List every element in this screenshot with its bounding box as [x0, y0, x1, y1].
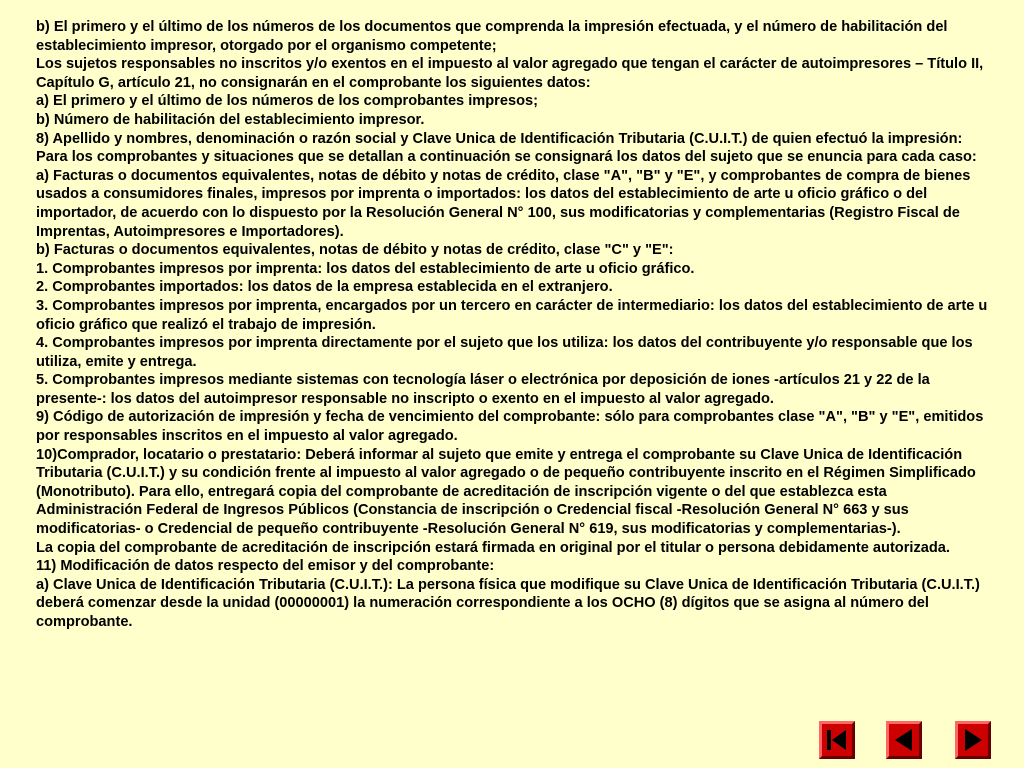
slide-body-text — [36, 18, 992, 632]
paragraph: b) Facturas o documentos equivalentes, notas de débito y notas de crédito, clase "C" y "E": — [36, 242, 674, 259]
paragraph: 8) Apellido y nombres, denominación o razón social y Clave Unica de Identificación Tributaria (C.U.I.T.) de quien efectuó la impresión: Para los comprobantes y situaciones que se detallan a continuación se consignará los datos del sujeto que se enuncia para cada caso: — [36, 130, 977, 166]
previous-slide-button[interactable] — [886, 721, 922, 759]
paragraph: a) Clave Unica de Identificación Tributaria (C.U.I.T.): La persona física que modifique su Clave Unica de Identificación Tributaria (C.U.I.T.) deberá comenzar desde la unidad (00000001) la numeración correspondiente a los OCHO (8) dígitos que se asigna al número del comprobante. — [36, 576, 980, 630]
paragraph: 9) Código de autorización de impresión y fecha de vencimiento del comprobante: sólo para comprobantes clase "A", "B" y "E", emitidos por responsables inscritos en el impuesto al valor agregado. — [36, 409, 984, 445]
paragraph: 2. Comprobantes importados: los datos de la empresa establecida en el extranjero. — [36, 279, 613, 296]
first-slide-button[interactable] — [819, 721, 855, 759]
paragraph: 5. Comprobantes impresos mediante sistemas con tecnología láser o electrónica por deposición de iones -artículos 21 y 22 de la presente-: los datos del autoimpresor responsable no inscripto o exento en el impuesto al valor agregado. — [36, 372, 930, 407]
paragraph: 11) Modificación de datos respecto del emisor y del comprobante: — [36, 558, 495, 575]
paragraph: 1. Comprobantes impresos por imprenta: los datos del establecimiento de arte u oficio gráfico. — [36, 260, 695, 277]
first-slide-icon — [822, 724, 852, 756]
paragraph: b) Número de habilitación del establecimiento impresor. — [36, 111, 425, 128]
next-slide-button[interactable] — [955, 721, 991, 759]
next-slide-icon — [958, 724, 988, 756]
paragraph: a) Facturas o documentos equivalentes, notas de débito y notas de crédito, clase "A", "B" y "E", y comprobantes de compra de bienes usados a consumidores finales, impresos por imprenta o importados: los datos del establecimiento de arte u oficio gráfico o del importador, de acuerdo con lo dispuesto por la Resolución General N° 100, sus modificatorias y complementarias (Registro Fiscal de Imprentas, Autoimpresores e Importadores). — [36, 167, 971, 240]
paragraph: 10)Comprador, locatario o prestatario: Deberá informar al sujeto que emite y entrega el comprobante su Clave Unica de Identificación Tributaria (C.U.I.T.) y su condición frente al impuesto al valor agregado o de pequeño contribuyente inscrito en el Régimen Simplificado (Monotributo). Para ello, entregará copia del comprobante de acreditación de inscripción vigente o del que establezca esta Administración Federal de Ingresos Públicos (Constancia de inscripción o Credencial fiscal -Resolución General N° 663 y sus modificatorias- o Credencial de pequeño contribuyente -Resolución General N° 619, sus modificatorias y complementarias-). — [36, 446, 976, 538]
paragraph: 3. Comprobantes impresos por imprenta, encargados por un tercero en carácter de intermediario: los datos del establecimiento de arte u oficio gráfico que realizó el trabajo de impresión. — [36, 297, 988, 333]
previous-slide-icon — [889, 724, 919, 756]
paragraph: a) El primero y el último de los números de los comprobantes impresos; — [36, 93, 538, 110]
paragraph: Los sujetos responsables no inscritos y/o exentos en el impuesto al valor agregado que tengan el carácter de autoimpresores – Título II, Capítulo G, artículo 21, no consignarán en el comprobante los siguientes datos: — [36, 56, 984, 91]
paragraph: La copia del comprobante de acreditación de inscripción estará firmada en original por el titular o persona debidamente autorizada. — [36, 539, 950, 556]
paragraph: b) El primero y el último de los números de los documentos que comprenda la impresión efectuada, y el número de habilitación del establecimiento impresor, otorgado por el organismo competente; — [36, 19, 948, 54]
paragraph: 4. Comprobantes impresos por imprenta directamente por el sujeto que los utiliza: los datos del contribuyente y/o responsable que los utiliza, emite y entrega. — [36, 335, 973, 370]
